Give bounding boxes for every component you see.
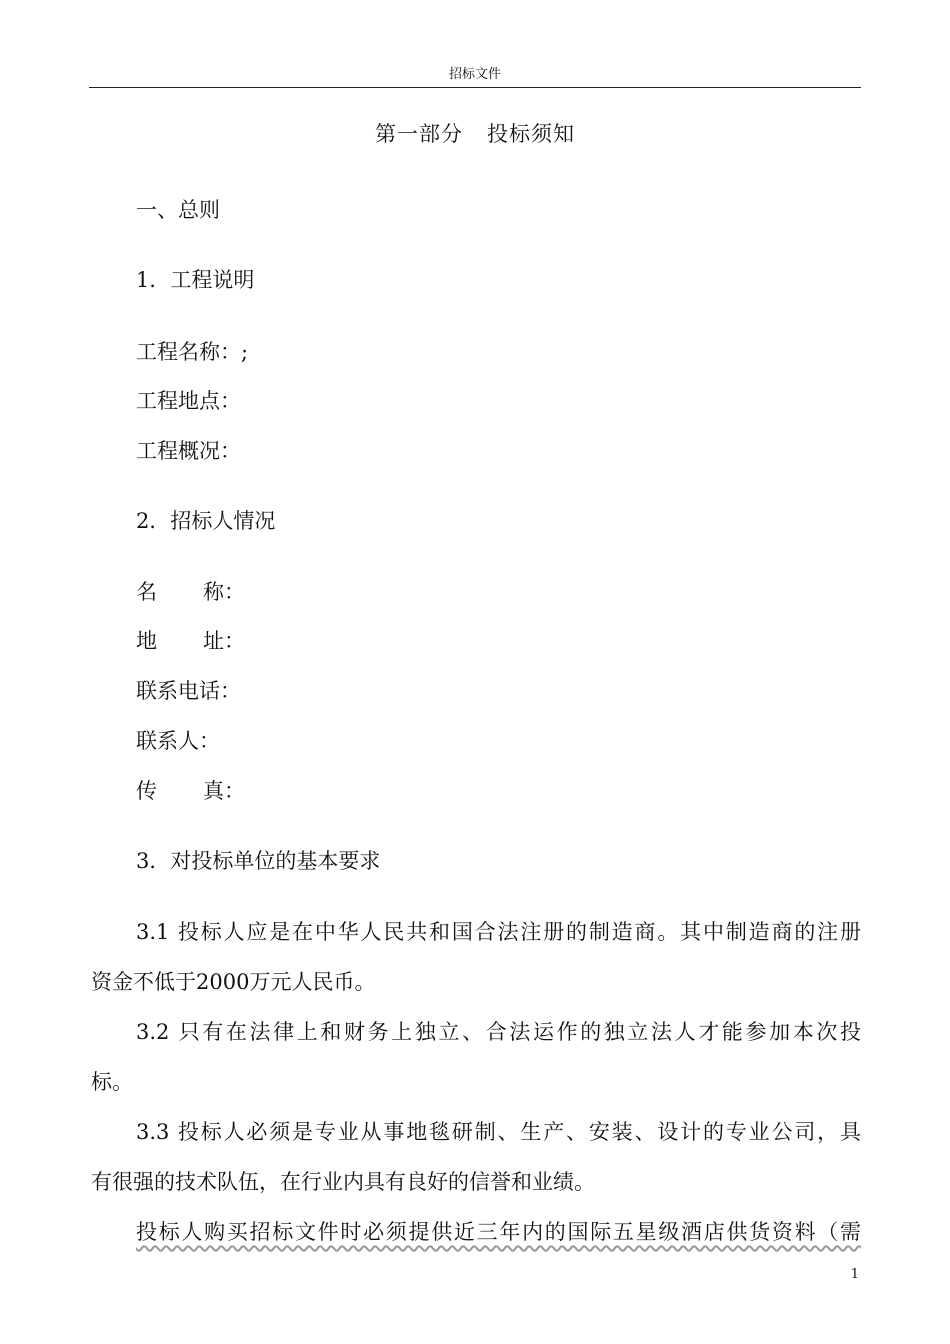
paragraph-3-2 [91, 1016, 861, 1098]
project-name-field: 工程名称：; [136, 340, 249, 364]
item3-heading: 3．对投标单位的基本要求 [136, 849, 381, 873]
paragraph-3-3-line1: 3.3 投标人必须是专业从事地毯研制、生产、安装、设计的专业公司，具 [136, 1120, 861, 1144]
section-heading: 一、总则 [136, 198, 220, 222]
running-header: 招标文件 [448, 67, 501, 82]
paragraph-3-1-line1: 3.1 投标人应是在中华人民共和国合法注册的制造商。其中制造商的注册 [136, 920, 861, 944]
tenderer-name-label-a: 名 [136, 580, 157, 604]
tenderer-address-label-b: 址： [203, 629, 245, 653]
tenderer-fax-label-b: 真： [203, 779, 245, 803]
part-title [0, 118, 950, 150]
tenderer-name-field [136, 576, 245, 608]
paragraph-3-2-line1: 3.2 只有在法律上和财务上独立、合法运作的独立法人才能参加本次投 [136, 1020, 861, 1044]
project-location-field: 工程地点： [136, 389, 241, 413]
paragraph-3-4 [91, 1216, 861, 1248]
tenderer-fax-field [136, 775, 245, 807]
item2-heading: 2．招标人情况 [136, 509, 276, 533]
paragraph-3-1 [91, 916, 861, 998]
tenderer-phone-field: 联系电话： [136, 679, 241, 703]
paragraph-3-3-line2: 有很强的技术队伍，在行业内具有良好的信誉和业绩。 [91, 1170, 595, 1194]
paragraph-3-1-line2: 资金不低于2000万元人民币。 [91, 970, 376, 994]
paragraph-3-4-line1: 投标人购买招标文件时必须提供近三年内的国际五星级酒店供货资料（需 [136, 1220, 861, 1244]
part-title-number: 第一部分 [375, 122, 463, 146]
item1-heading: 1．工程说明 [136, 268, 255, 292]
tenderer-fax-label-a: 传 [136, 779, 157, 803]
project-overview-field: 工程概况： [136, 439, 241, 463]
part-title-text: 投标须知 [487, 122, 575, 146]
tenderer-contact-field: 联系人： [136, 729, 220, 753]
header-divider [89, 87, 861, 88]
tenderer-address-field [136, 625, 245, 657]
page-number: 1 [850, 1267, 859, 1282]
paragraph-3-3 [91, 1116, 861, 1198]
tenderer-name-label-b: 称： [203, 580, 245, 604]
paragraph-3-2-line2: 标。 [91, 1070, 133, 1094]
tenderer-address-label-a: 地 [136, 629, 157, 653]
